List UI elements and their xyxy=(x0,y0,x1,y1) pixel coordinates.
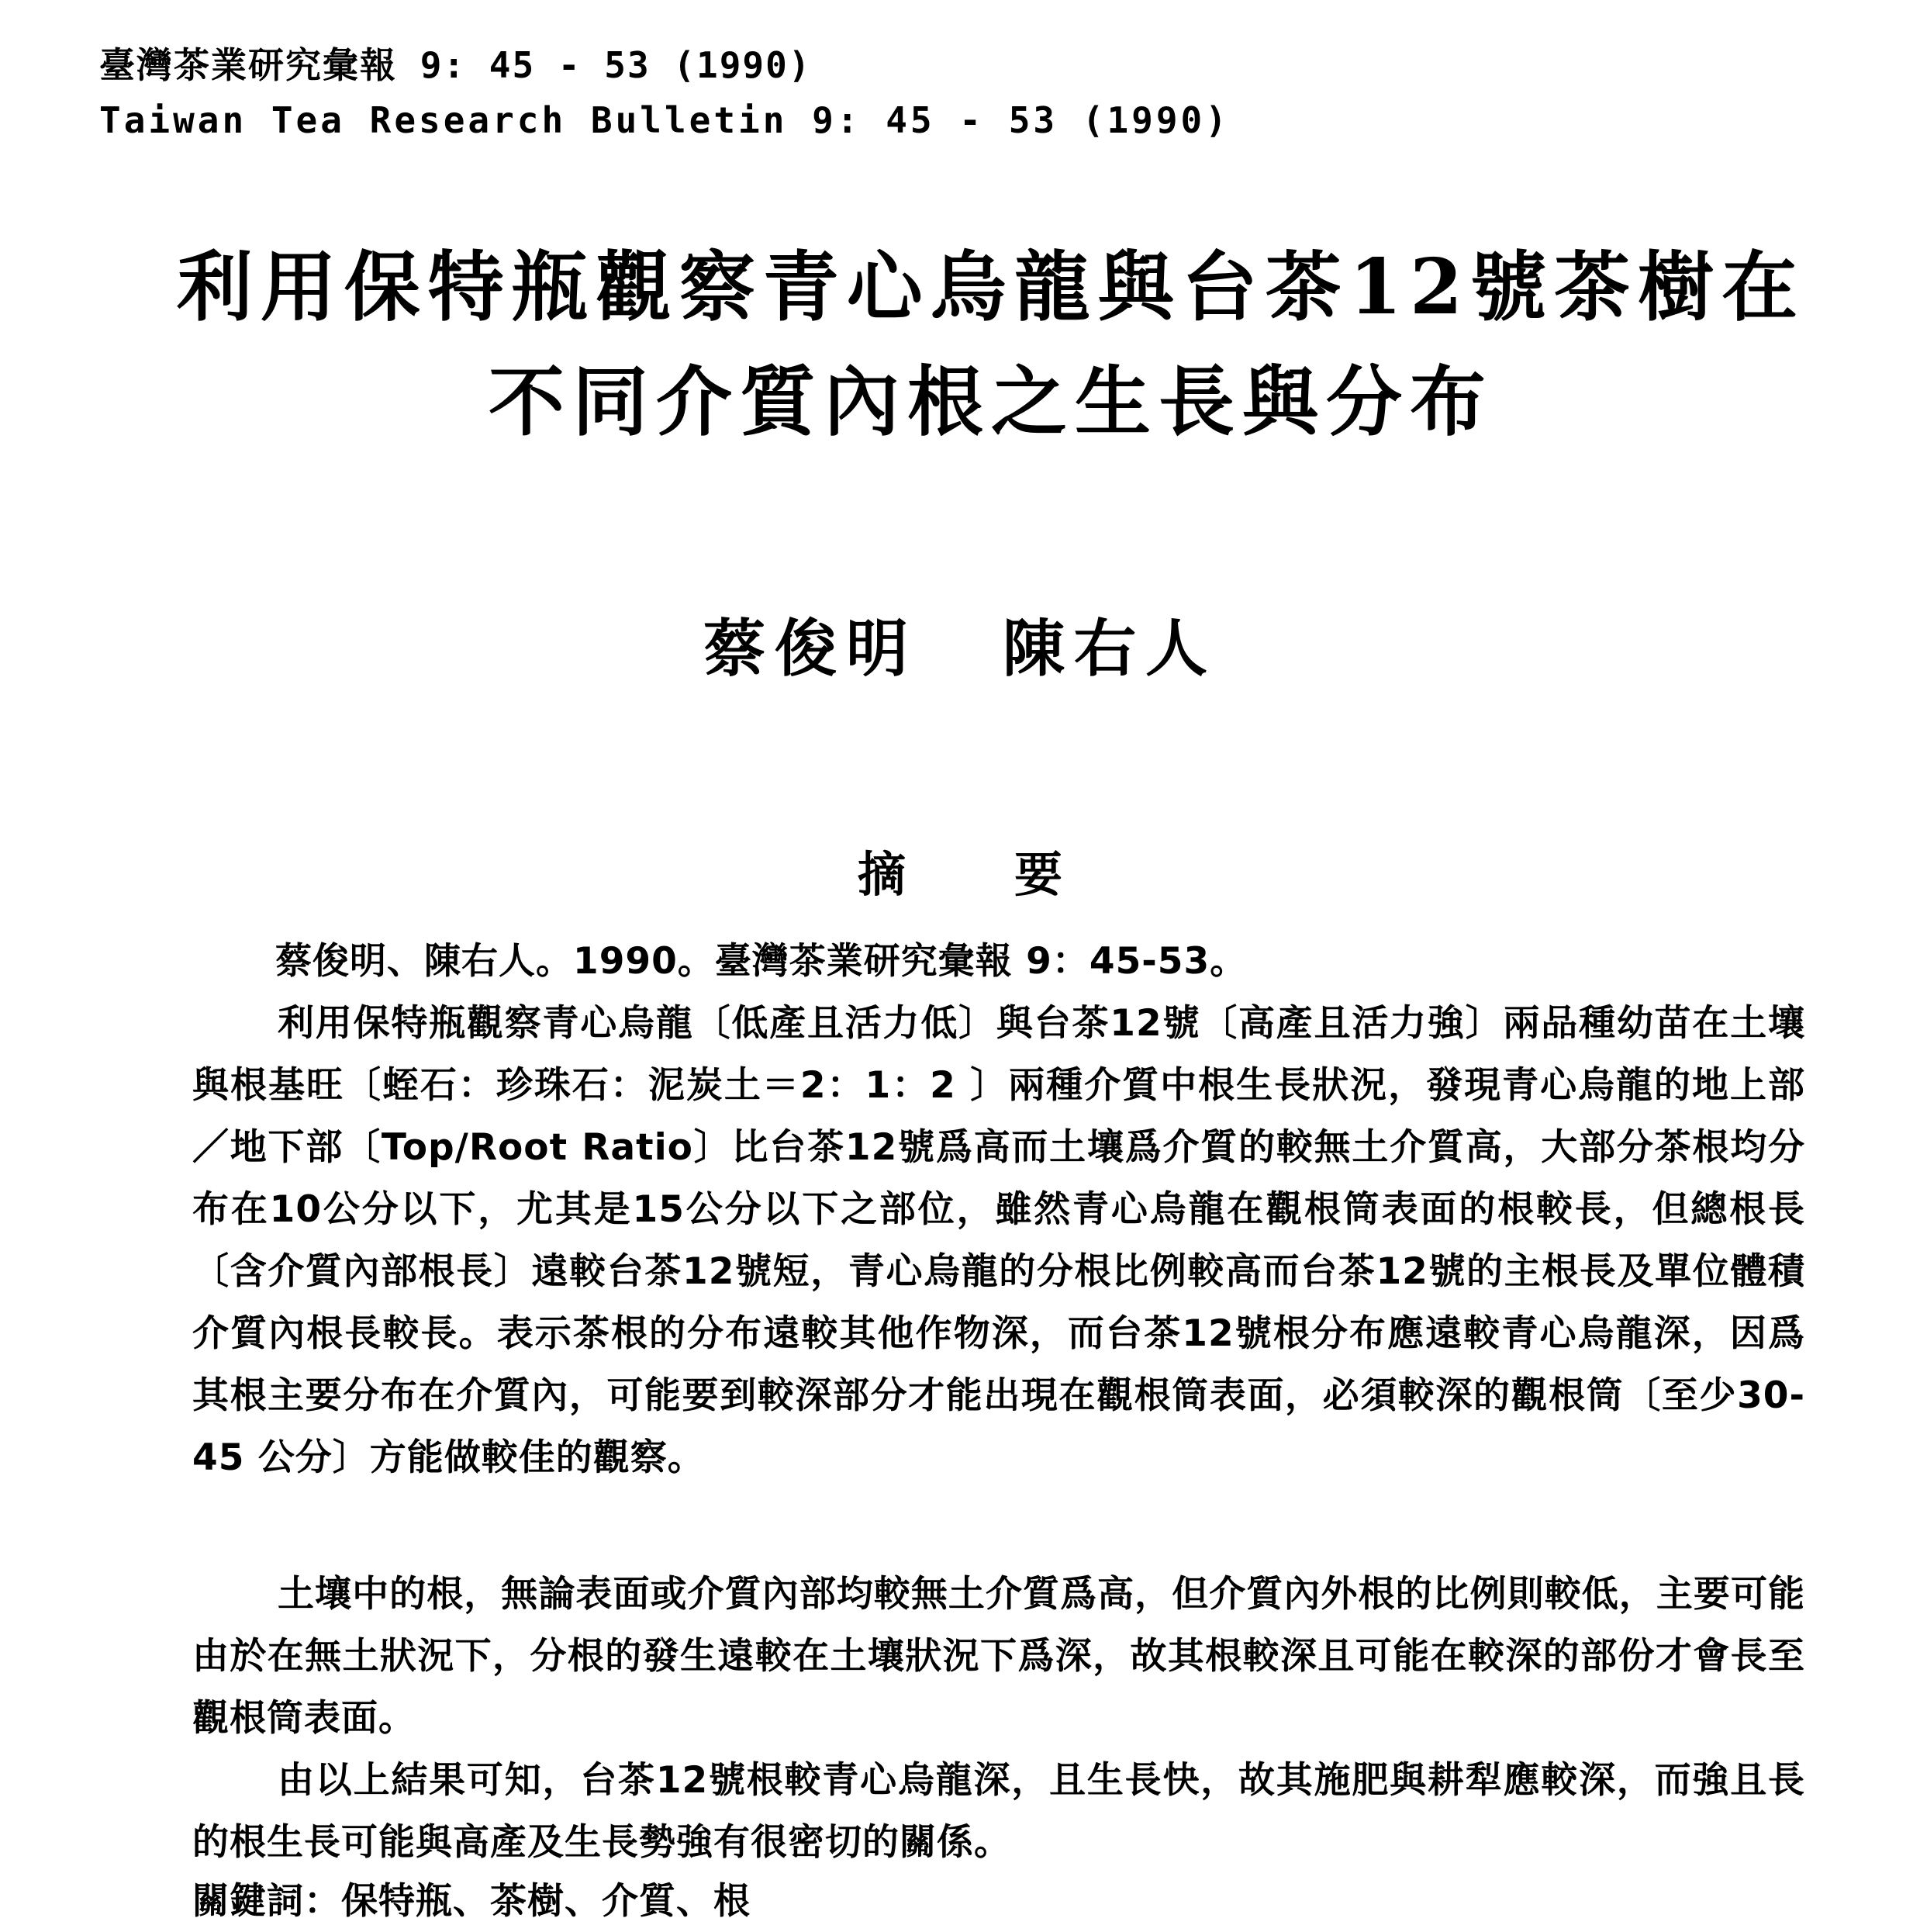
abstract-paragraph: 由以上結果可知，台茶12號根較青心烏龍深，且生長快，故其施肥與耕犁應較深，而強且長的根生長可能與高產及生長勢強有很密切的關係。 xyxy=(192,1759,1805,1864)
author-list xyxy=(0,599,1920,688)
abstract-heading: 摘要 xyxy=(857,846,1171,903)
journal-header-chinese: 臺灣茶業研究彙報 9: 45 - 53 (1990) xyxy=(99,44,812,86)
journal-header-english: Taiwan Tea Research Bulletin 9: 45 - 53 (1990) xyxy=(99,99,1230,141)
abstract-paragraph: 土壤中的根，無論表面或介質內部均較無土介質爲高，但介質內外根的比例則較低，主要可能由於在無土狀況下，分根的發生遠較在土壤狀況下爲深，故其根較深且可能在較深的部份才會長至觀根筒表面。 xyxy=(192,1573,1805,1740)
abstract-citation: 蔡俊明、陳右人。1990。臺灣茶業研究彙報 9：45-53。 xyxy=(275,940,1248,983)
author-name: 陳右人 xyxy=(1003,612,1217,685)
author-name: 蔡俊明 xyxy=(703,612,917,685)
abstract-paragraph: 利用保特瓶觀察青心烏龍〔低產且活力低〕與台茶12號〔高產且活力強〕兩品種幼苗在土壤與根基旺〔蛭石：珍珠石：泥炭土＝2：1：2 〕兩種介質中根生長狀況，發現青心烏龍的地上部／地下部〔Top/Root Ratio〕比台茶12號爲高而土壤爲介質的較無土介質高，大部分茶根均分布在10公分以下，尤其是15公分以下之部位，雖然青心烏龍在觀根筒表面的根較長，但總根長〔含介質內部根長〕遠較台茶12號短，青心烏龍的分根比例較高而台茶12號的主根長及單位體積介質內根長較長。表示茶根的分布遠較其他作物深，而台茶12號根分布應遠較青心烏龍深，因爲其根主要分布在介質內，可能要到較深部分才能出現在觀根筒表面，必須較深的觀根筒〔至少30-45 公分〕方能做較佳的觀察。 xyxy=(192,1002,1805,1479)
paper-title-line-2: 不同介質內根之生長與分布 xyxy=(488,358,1494,447)
keywords: 關鍵詞：保特瓶、茶樹、介質、根 xyxy=(192,1880,751,1923)
paper-title-line-1: 利用保特瓶觀察青心烏龍與台茶12號茶樹在 xyxy=(176,243,1806,332)
